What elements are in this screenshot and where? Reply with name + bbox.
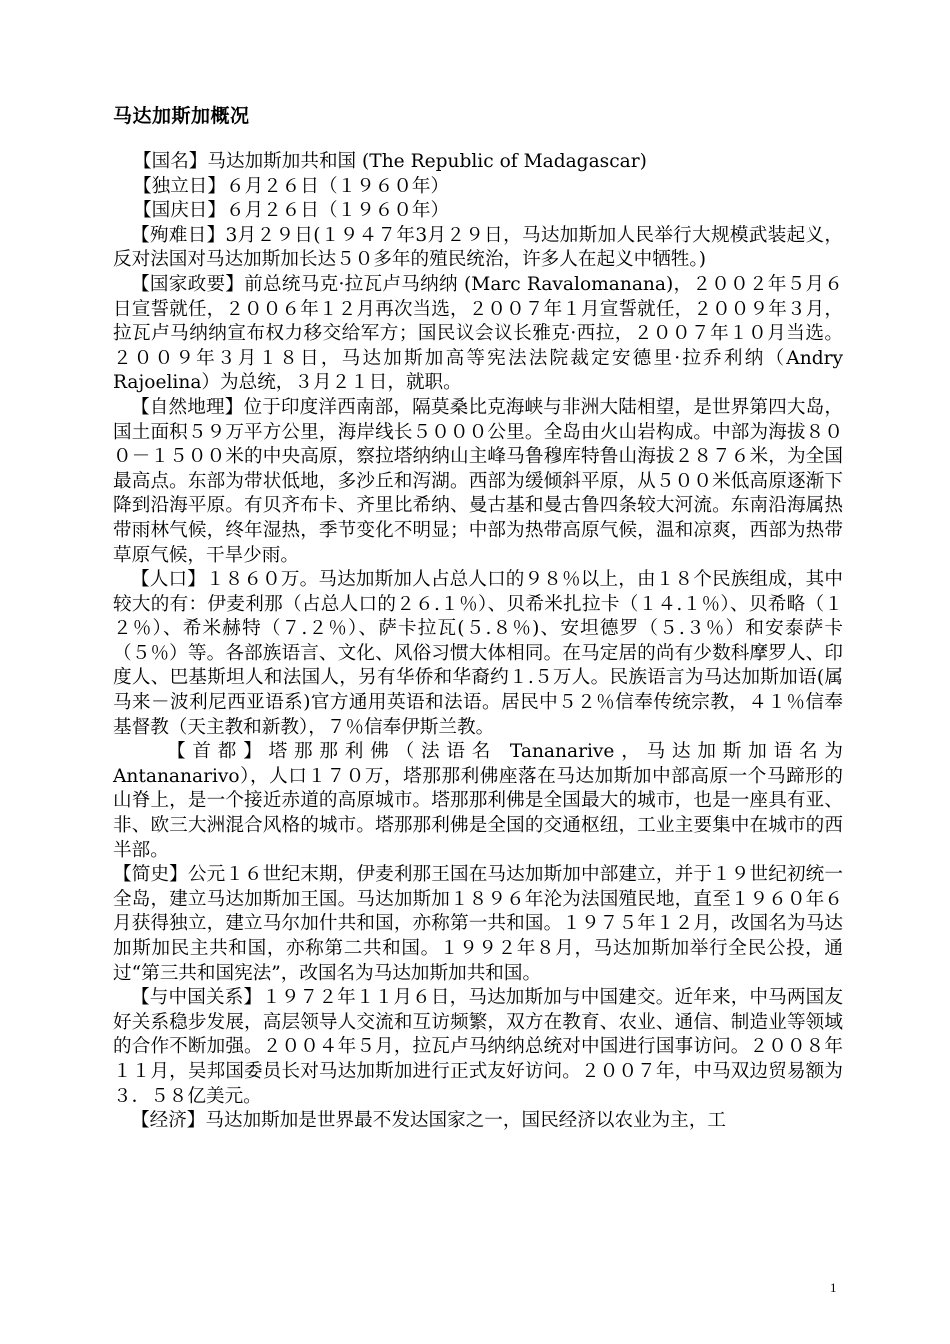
paragraph-economy: 【经济】马达加斯加是世界最不发达国家之一，国民经济以农业为主，工 xyxy=(131,1110,727,1132)
paragraph-history: 【简史】公元１６世纪末期，伊麦利那王国在马达加斯加中部建立，并于１９世纪初统一全岛，建立马达加斯加王国。马达加斯加１８９６年沦为法国殖民地，直至１９６０年６月获得独立，建立马尔加什共和国，亦称第一共和国。１９７５年１２月，改国名为马达加斯加民主共和国，亦称第二共和国。１９９２年８月，马达加斯加举行全民公投，通过“第三共和国宪法”，改国名为马达加斯加共和国。 xyxy=(113,864,843,984)
paragraph-country-name: 【国名】马达加斯加共和国 (The Republic of Madagascar) xyxy=(133,151,647,172)
paragraph-china-relations: 【与中国关系】１９７２年１１月６日，马达加斯加与中国建交。近年来，中马两国友好关系稳步发展，高层领导人交流和互访频繁，双方在教育、农业、通信、制造业等领域的合作不断加强。２００４年５月，拉瓦卢马纳纳总统对中国进行国事访问。２００８年１１月，吴邦国委员长对马达加斯加进行正式友好访问。２００７年，中马双边贸易额为３．５８亿美元。 xyxy=(113,987,843,1107)
paragraph-national-day: 【国庆日】６月２６日（１９６０年） xyxy=(133,200,450,222)
paragraph-independence-day: 【独立日】６月２６日（１９６０年） xyxy=(133,175,450,197)
page-number: 1 xyxy=(830,1280,837,1295)
paragraph-population: 【人口】１８６０万。马达加斯加人占总人口的９８％以上，由１８个民族组成，其中较大的有：伊麦利那（占总人口的２６.１％）、贝希米扎拉卡（１４.１％）、贝希略（１２％）、希米赫特（７.２％）、萨卡拉瓦(５.８％)、安坦德罗（５.３％）和安泰萨卡（５％）等。各部族语言、文化、风俗习惯大体相同。在马定居的尚有少数科摩罗人、印度人、巴基斯坦人和法国人，另有华侨和华裔约１.５万人。民族语言为马达加斯加语(属马来－波利尼西亚语系)官方通用英语和法语。居民中５２％信奉传统宗教，４１％信奉基督教（天主教和新教），７％信奉伊斯兰教。 xyxy=(113,569,843,738)
document-title: 马达加斯加概况 xyxy=(113,105,250,127)
paragraph-capital: 【首都】塔那那利佛（法语名 Tananarive，马达加斯加语名为 Antananarivo），人口１７０万，塔那那利佛座落在马达加斯加中部高原一个马蹄形的山脊上，是一个接近赤道的高原城市。塔那那利佛是全国最大的城市，也是一座具有亚、非、欧三大洲混合风格的城市。塔那那利佛是全国的交通枢纽，工业主要集中在城市的西半部。 xyxy=(113,741,843,861)
paragraph-geography: 【自然地理】位于印度洋西南部，隔莫桑比克海峡与非洲大陆相望，是世界第四大岛，国土面积５９万平方公里，海岸线长５０００公里。全岛由火山岩构成。中部为海拔８００－１５００米的中央高原，察拉塔纳纳山主峰马鲁穆库特鲁山海拔２８７６米，为全国最高点。东部为带状低地，多沙丘和泻湖。西部为缓倾斜平原，从５００米低高原逐渐下降到沿海平原。有贝齐布卡、齐里比希纳、曼古基和曼古鲁四条较大河流。东南沿海属热带雨林气候，终年湿热，季节变化不明显；中部为热带高原气候，温和凉爽，西部为热带草原气候，干旱少雨。 xyxy=(113,396,843,566)
paragraph-martyrs-day: 【殉难日】3月２９日(１９４７年3月２９日，马达加斯加人民举行大规模武装起义，反对法国对马达加斯加长达５０多年的殖民统治，许多人在起义中牺牲。) xyxy=(113,224,843,271)
document-body xyxy=(113,150,843,1134)
paragraph-political-leaders: 【国家政要】前总统马克·拉瓦卢马纳纳 (Marc Ravalomanana)，２００２年５月６日宣誓就任，２００６年１２月再次当选，２００７年１月宣誓就任，２００９年３月，拉瓦卢马纳纳宣布权力移交给军方；国民议会议长雅克·西拉，２００７年１０月当选。２００９年３月１８日，马达加斯加高等宪法法院裁定安德里·拉乔利纳（Andry Rajoelina）为总统，３月２１日，就职。 xyxy=(113,273,843,394)
